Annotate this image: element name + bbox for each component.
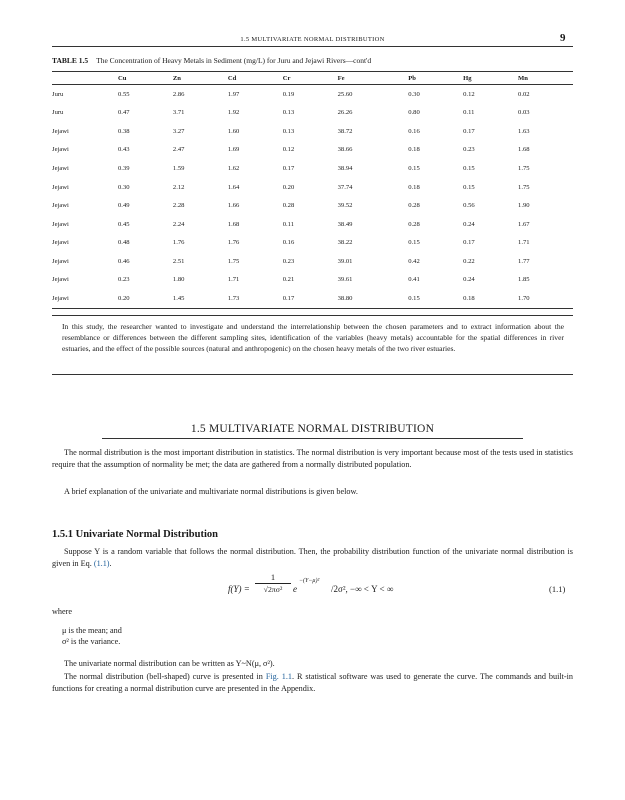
value-cell: 0.15	[463, 164, 475, 172]
table-row	[52, 85, 573, 104]
section-rule	[102, 438, 523, 439]
value-cell: 1.68	[227, 220, 240, 228]
value-cell: 1.92	[227, 109, 240, 117]
table-row	[52, 141, 573, 160]
value-cell: 25.60	[337, 90, 353, 98]
column-header-pb: Pb	[408, 74, 416, 82]
value-cell: 38.72	[337, 127, 353, 135]
column-header-cu: Cu	[118, 74, 127, 82]
value-cell: 0.22	[463, 257, 475, 265]
value-cell: 0.23	[118, 276, 130, 284]
value-cell: 2.12	[172, 183, 185, 191]
value-cell: 0.45	[118, 220, 130, 228]
value-cell: 0.43	[118, 146, 130, 154]
table-row	[52, 215, 573, 234]
equation-fraction	[255, 572, 291, 594]
table-row	[52, 252, 573, 271]
value-cell: 0.16	[408, 127, 420, 135]
para5-end: . R statistical software was used to generate the curve. The commands and built-in functions for creating a normal distribution curve are presented in the Appendix.	[52, 672, 573, 693]
value-cell: 0.12	[463, 90, 475, 98]
paragraph-notation: The univariate normal distribution can be written as Y~N(μ, σ²).	[64, 659, 275, 668]
column-header-cd: Cd	[227, 74, 237, 82]
value-cell: 2.47	[172, 146, 185, 154]
value-cell: 0.20	[118, 294, 130, 302]
value-cell: 0.11	[463, 109, 475, 117]
site-cell: Jejawi	[52, 164, 69, 172]
value-cell: 0.18	[408, 146, 420, 154]
column-header-zn: Zn	[172, 74, 181, 82]
site-cell: Jejawi	[52, 294, 69, 302]
value-cell: 0.11	[282, 220, 295, 228]
value-cell: 0.02	[518, 90, 530, 98]
value-cell: 2.28	[172, 202, 185, 210]
table-label: TABLE 1.5	[52, 56, 89, 65]
value-cell: 0.46	[118, 257, 130, 265]
value-cell: 1.45	[172, 294, 185, 302]
equation-numerator: 1	[270, 572, 276, 582]
value-cell: 1.68	[518, 146, 530, 154]
site-cell: Jejawi	[52, 239, 69, 247]
value-cell: 38.22	[337, 239, 353, 247]
paragraph-curve	[52, 671, 573, 694]
value-cell: 38.49	[337, 220, 353, 228]
value-cell: 1.77	[518, 257, 530, 265]
site-cell: Juru	[52, 109, 64, 117]
value-cell: 1.70	[518, 294, 530, 302]
site-cell: Jejawi	[52, 220, 69, 228]
value-cell: 0.19	[282, 90, 295, 98]
site-cell: Jejawi	[52, 127, 69, 135]
table-row	[52, 233, 573, 252]
value-cell: 1.75	[227, 257, 240, 265]
site-cell: Juru	[52, 90, 64, 98]
value-cell: 1.75	[518, 164, 530, 172]
value-cell: 39.61	[337, 276, 353, 284]
table-row	[52, 159, 573, 178]
table-row	[52, 289, 573, 308]
para5-text: The normal distribution (bell-shaped) curve is presented in	[64, 672, 266, 681]
value-cell: 0.28	[408, 220, 420, 228]
column-header-mn: Mn	[518, 74, 528, 82]
value-cell: 0.17	[463, 127, 475, 135]
value-cell: 1.59	[172, 164, 185, 172]
heavy-metals-table	[52, 71, 573, 309]
value-cell: 38.80	[337, 294, 353, 302]
value-cell: 0.30	[118, 183, 130, 191]
equation-base: e	[293, 584, 297, 594]
table-row	[52, 270, 573, 289]
equation-exponent: −(Y−μ)²	[299, 578, 320, 584]
value-cell: 0.03	[518, 109, 530, 117]
site-cell: Jejawi	[52, 202, 69, 210]
equation-denominator: √2πσ²	[263, 585, 283, 594]
equation-rest: /2σ², −∞ < Y < ∞	[331, 584, 394, 594]
paragraph-brief-explanation: A brief explanation of the univariate and multivariate normal distributions is given below.	[64, 487, 358, 496]
value-cell: 0.28	[282, 202, 295, 210]
value-cell: 0.47	[118, 109, 130, 117]
definition-variance: σ² is the variance.	[62, 637, 121, 646]
value-cell: 3.71	[172, 109, 185, 117]
column-header-fe: Fe	[337, 74, 345, 82]
value-cell: 0.48	[118, 239, 130, 247]
value-cell: 2.86	[172, 90, 185, 98]
equation-1-1	[228, 572, 448, 608]
value-cell: 0.49	[118, 202, 130, 210]
value-cell: 1.97	[227, 90, 240, 98]
value-cell: 1.75	[518, 183, 530, 191]
value-cell: 0.28	[408, 202, 420, 210]
header-rule	[52, 46, 573, 47]
table-row	[52, 178, 573, 197]
equation-number: (1.1)	[549, 584, 566, 594]
value-cell: 1.90	[518, 202, 530, 210]
table-row	[52, 122, 573, 141]
value-cell: 0.24	[463, 220, 475, 228]
value-cell: 0.80	[408, 109, 420, 117]
value-cell: 1.71	[518, 239, 530, 247]
value-cell: 0.17	[463, 239, 475, 247]
paragraph-normal-importance: The normal distribution is the most important distribution in statistics. The normal distribution is very important because most of the tests used in statistics require that the assumption of normality be met; the data are gathered from a normally distributed population.	[52, 448, 573, 469]
value-cell: 0.15	[408, 164, 420, 172]
value-cell: 1.62	[227, 164, 240, 172]
value-cell: 0.39	[118, 164, 130, 172]
table-caption-text: The Concentration of Heavy Metals in Sediment (mg/L) for Juru and Jejawi Rivers—cont'd	[96, 56, 372, 65]
value-cell: 0.15	[408, 239, 420, 247]
table-row	[52, 104, 573, 123]
value-cell: 37.74	[337, 183, 353, 191]
value-cell: 1.85	[518, 276, 530, 284]
value-cell: 0.30	[408, 90, 420, 98]
value-cell: 1.67	[518, 220, 530, 228]
column-header-cr: Cr	[282, 74, 291, 82]
value-cell: 1.69	[227, 146, 240, 154]
value-cell: 0.18	[408, 183, 420, 191]
value-cell: 1.73	[227, 294, 240, 302]
site-cell: Jejawi	[52, 183, 69, 191]
value-cell: 1.60	[227, 127, 240, 135]
value-cell: 26.26	[337, 109, 353, 117]
value-cell: 0.17	[282, 164, 295, 172]
value-cell: 1.76	[227, 239, 240, 247]
table-header-row	[52, 72, 573, 85]
value-cell: 0.18	[463, 294, 475, 302]
value-cell: 0.41	[408, 276, 420, 284]
value-cell: 0.16	[282, 239, 295, 247]
equation-rhs	[293, 584, 393, 594]
value-cell: 1.80	[172, 276, 185, 284]
section-heading: 1.5 MULTIVARIATE NORMAL DISTRIBUTION	[190, 423, 435, 435]
table-caption	[52, 56, 371, 65]
value-cell: 38.66	[337, 146, 353, 154]
value-cell: 0.12	[282, 146, 295, 154]
value-cell: 0.20	[282, 183, 295, 191]
site-cell: Jejawi	[52, 257, 69, 265]
value-cell: 0.23	[463, 146, 475, 154]
value-cell: 0.15	[408, 294, 420, 302]
value-cell: 0.56	[463, 202, 475, 210]
column-header-hg: Hg	[463, 74, 472, 82]
value-cell: 2.51	[172, 257, 185, 265]
value-cell: 0.23	[282, 257, 295, 265]
column-header	[52, 72, 118, 85]
site-cell: Jejawi	[52, 276, 69, 284]
value-cell: 0.15	[463, 183, 475, 191]
value-cell: 39.01	[337, 257, 353, 265]
value-cell: 2.24	[172, 220, 185, 228]
value-cell: 3.27	[172, 127, 185, 135]
page-number: 9	[560, 32, 566, 44]
equation-reference-link[interactable]: (1.1)	[93, 558, 110, 568]
value-cell: 1.66	[227, 202, 240, 210]
table-body	[52, 85, 573, 309]
value-cell: 1.63	[518, 127, 530, 135]
fraction-bar	[255, 583, 291, 584]
value-cell: 0.38	[118, 127, 130, 135]
where-label: where	[52, 607, 73, 616]
figure-reference-link[interactable]: Fig. 1.1	[265, 672, 292, 681]
value-cell: 1.64	[227, 183, 240, 191]
paragraph-univariate-intro	[52, 546, 573, 569]
value-cell: 0.13	[282, 109, 295, 117]
definition-mean: μ is the mean; and	[62, 626, 122, 635]
subsection-heading: 1.5.1 Univariate Normal Distribution	[52, 529, 218, 540]
value-cell: 0.24	[463, 276, 475, 284]
para3-text: Suppose Y is a random variable that follows the normal distribution. Then, the probability distribution function of the univariate normal distribution is given in Eq.	[52, 547, 573, 568]
value-cell: 0.42	[408, 257, 420, 265]
value-cell: 1.76	[172, 239, 185, 247]
value-cell: 0.17	[282, 294, 295, 302]
value-cell: 0.13	[282, 127, 295, 135]
value-cell: 0.55	[118, 90, 130, 98]
para3-end: .	[109, 558, 112, 568]
equation-lhs: f(Y) =	[228, 584, 250, 594]
value-cell: 38.94	[337, 164, 353, 172]
value-cell: 39.52	[337, 202, 353, 210]
value-cell: 1.71	[227, 276, 240, 284]
value-cell: 0.21	[282, 276, 295, 284]
running-head: 1.5 MULTIVARIATE NORMAL DISTRIBUTION	[240, 36, 385, 43]
study-note-text: In this study, the researcher wanted to investigate and understand the interrelationship between the chosen parameters and to extract information about the resemblance or differences between the different sampling sites, identification of the variables (heavy metals) accountable for the spatial differences in river estuaries, and the effect of the possible sources (natural and anthropogenic) on the chosen heavy metals of the two river estuaries.	[62, 322, 564, 354]
table-row	[52, 196, 573, 215]
site-cell: Jejawi	[52, 146, 69, 154]
